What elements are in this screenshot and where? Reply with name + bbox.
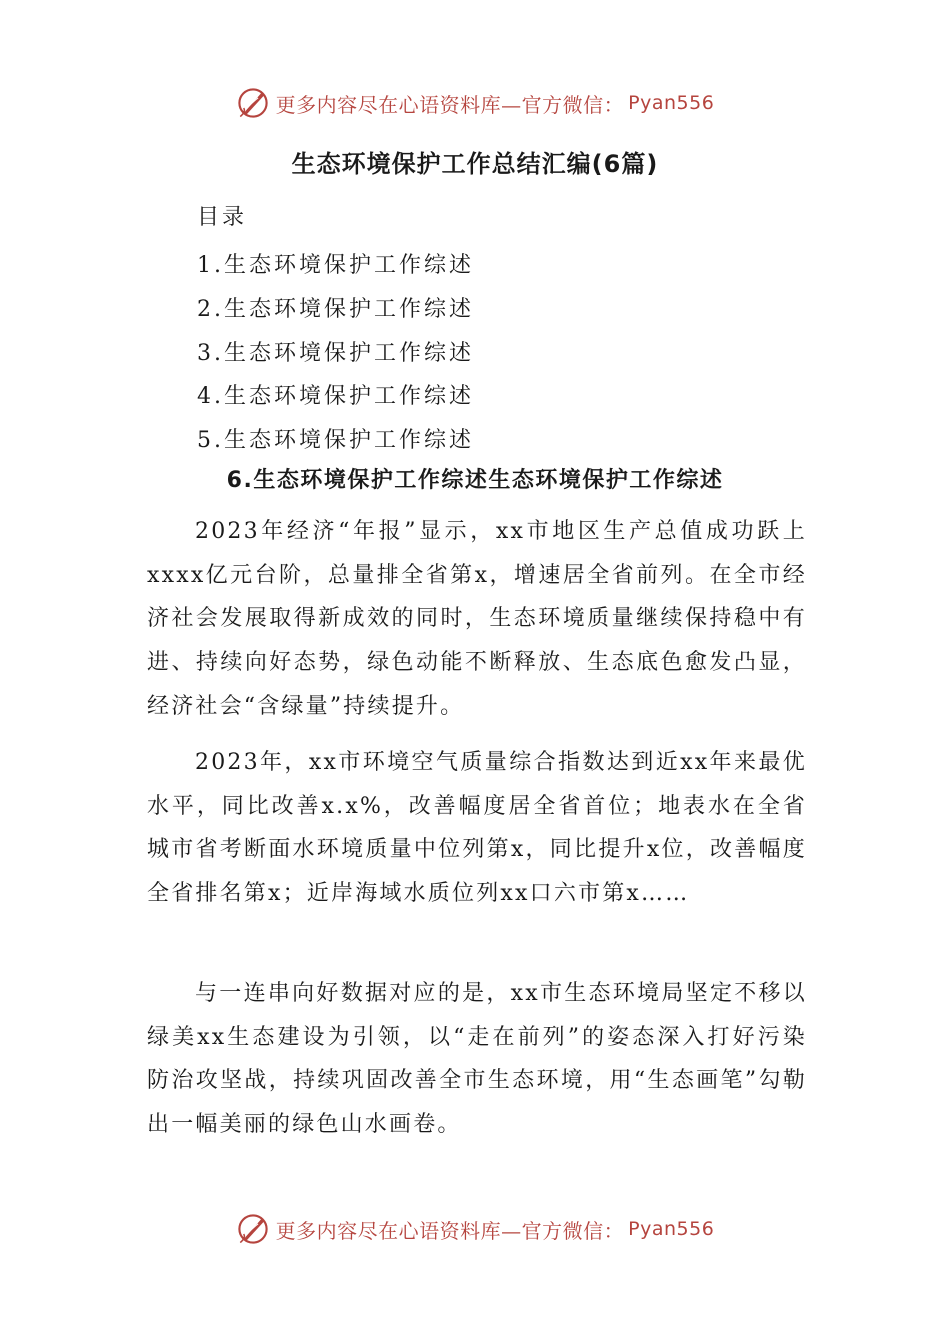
- header-banner: [0, 86, 950, 120]
- body-paragraph: 与一连串向好数据对应的是，xx市生态环境局坚定不移以绿美xx生态建设为引领，以“走在前列”的姿态深入打好污染防治攻坚战，持续巩固改善全市生态环境，用“生态画笔”勾勒出一幅美丽的绿色山水画卷。: [147, 981, 807, 1138]
- toc-item: 3.生态环境保护工作综述: [197, 340, 474, 366]
- body-paragraph: 2023年，xx市环境空气质量综合指数达到近xx年来最优水平，同比改善x.x%，改善幅度居全省首位；地表水在全省城市省考断面水环境质量中位列第x，同比提升x位，改善幅度全省排名第x；近岸海域水质位列xx口六市第x……: [147, 750, 807, 907]
- document-title: 生态环境保护工作总结汇编(6篇): [291, 150, 659, 178]
- toc-heading: 目录: [197, 205, 248, 230]
- body-paragraph: 2023年经济“年报”显示，xx市地区生产总值成功跃上xxxx亿元台阶，总量排全省第x，增速居全省前列。在全市经济社会发展取得新成效的同时，生态环境质量继续保持稳中有进、持续向好态势，绿色动能不断释放、生态底色愈发凸显，经济社会“含绿量”持续提升。: [147, 519, 807, 719]
- banner-wechat-id: Pyan556: [628, 1218, 715, 1240]
- section-title: 6.生态环境保护工作综述生态环境保护工作综述: [226, 468, 724, 493]
- toc-item: 1.生态环境保护工作综述: [197, 253, 474, 278]
- banner-text: 更多内容尽在心语资料库—官方微信：: [275, 1218, 625, 1243]
- quill-pen-logo-icon: [236, 86, 270, 120]
- footer-banner: [0, 1212, 950, 1246]
- banner-wechat-id: Pyan556: [628, 92, 715, 114]
- toc-item: 2.生态环境保护工作综述: [197, 296, 474, 322]
- toc-item: 4.生态环境保护工作综述: [197, 384, 474, 410]
- toc-list: [197, 244, 474, 463]
- banner-text: 更多内容尽在心语资料库—官方微信：: [275, 92, 625, 117]
- toc-item: 5.生态环境保护工作综述: [197, 428, 474, 453]
- quill-pen-logo-icon: [236, 1212, 270, 1246]
